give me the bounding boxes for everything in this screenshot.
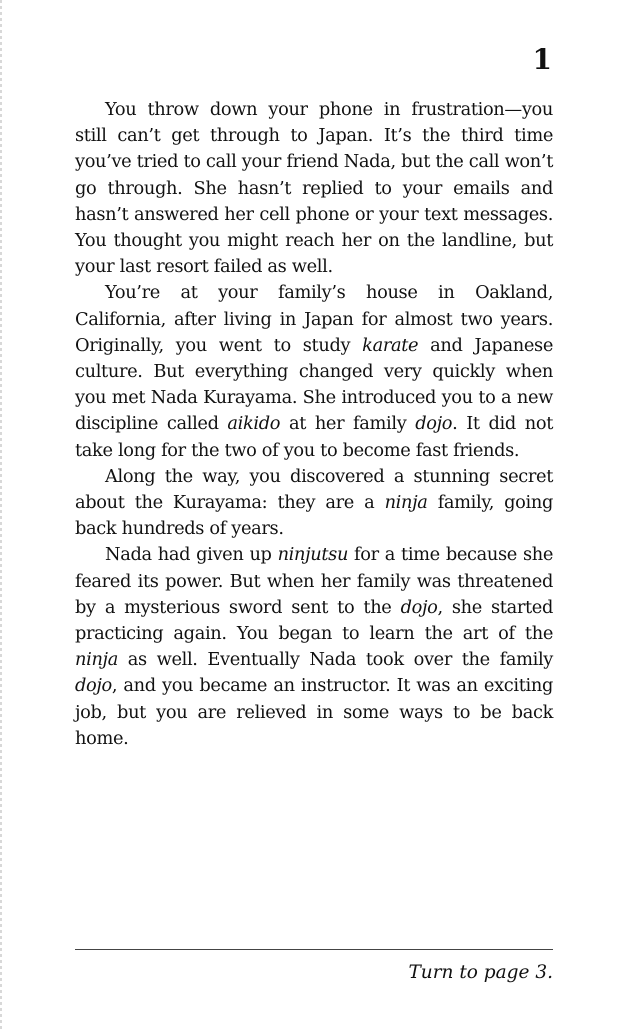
italic-term: ninja	[75, 649, 118, 671]
paragraph-3: Along the way, you discovered a stunning secret about the Kurayama: they are a ninja family, going back hundreds of years.	[75, 465, 554, 540]
italic-term: ninja	[384, 492, 428, 514]
italic-term: aikido	[227, 413, 281, 435]
italic-term: dojo	[400, 596, 438, 618]
paragraph-1: You throw down your phone in frustration—you still can’t get through to Japan. It’s the third time you’ve tried to call your friend Nada, but the call won’t go through. She hasn’t replied to your emails and hasn’t answered her cell phone or your text messages. You thought you might reach her on the landline, but your last resort failed as well.	[75, 99, 553, 278]
page-number: 1	[532, 43, 552, 76]
paragraph-2: You’re at your family’s house in Oakland, California, after living in Japan for almost two years. Originally, you went to study karate and Japanese culture. But everything changed very quickly when you met Nada Kurayama. She introduced you to a new discipline called aikido at her family dojo. It did not take long for the two of you to become fast friends.	[75, 282, 554, 461]
body-text	[75, 97, 553, 752]
footer-rule	[75, 949, 553, 950]
italic-term: dojo	[415, 413, 453, 435]
turn-to-page-instruction: Turn to page 3.	[408, 962, 553, 983]
italic-term: dojo	[75, 675, 112, 697]
italic-term: ninjutsu	[277, 544, 349, 566]
italic-term: karate	[362, 334, 419, 356]
paragraph-4: Nada had given up ninjutsu for a time because she feared its power. But when her family was threatened by a mysterious sword sent to the dojo, she started practicing again. You began to learn the art of the ninja as well. Eventually Nada took over the family dojo, and you became an instructor. It was an exciting job, but you are relieved in some ways to be back home.	[75, 544, 553, 749]
page-edge	[0, 0, 2, 1031]
